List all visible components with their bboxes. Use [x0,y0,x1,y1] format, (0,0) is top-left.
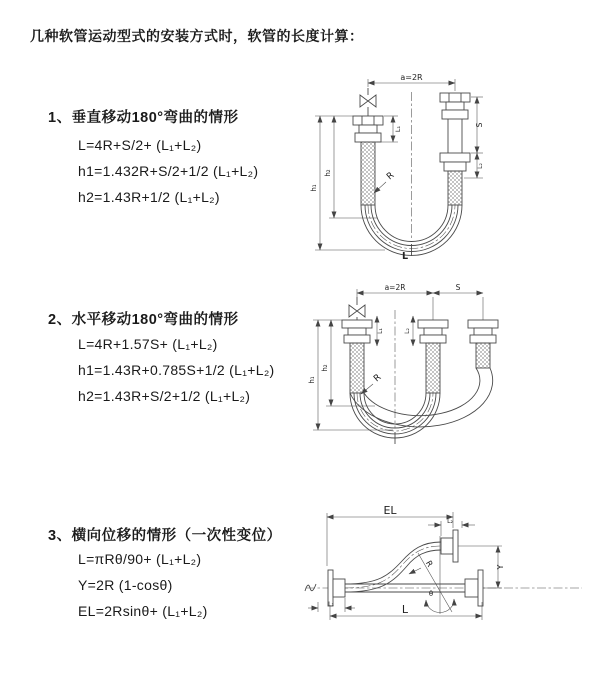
page-title: 几种软管运动型式的安装方式时，软管的长度计算： [30,28,364,44]
left-hose-end [342,297,372,393]
dimension-stroke [471,97,484,153]
section3-formula-L: L=πRθ/90+ (L₁+L₂) [78,551,202,567]
dim-label-span: a=2R [384,283,406,292]
dim-label-radius: R [423,559,435,569]
dim-label-stroke: S [475,122,484,128]
diagram-horizontal-180-bend [305,280,595,450]
braided-hose-section [448,171,462,205]
section3-heading: 3、横向位移的情形（一次性变位） [48,528,282,544]
section2-formula-h2: h2=1.43R+S/2+1/2 (L₁+L₂) [78,388,251,404]
section3-formula-Y: Y=2R (1-cosθ) [78,577,173,593]
dim-label-length: L [401,251,409,262]
section1-formula-h2: h2=1.43R+1/2 (L₁+L₂) [78,189,220,205]
radius-callout [374,171,396,193]
right-hose-end [468,297,498,368]
dimension-length [330,602,482,620]
section1-formula-L: L=4R+S/2+ (L₁+L₂) [78,137,202,153]
break-mark [305,584,316,591]
dimension-extended-length [327,504,453,566]
dim-label-height2: h₂ [324,169,332,177]
section1-heading: 1、垂直移动180°弯曲的情形 [48,110,239,126]
section2-formula-L: L=4R+1.57S+ (L₁+L₂) [78,336,218,352]
dim-label-end2: L₂ [477,163,484,169]
left-hose-end [353,88,383,205]
diagram-lateral-displacement [300,498,600,648]
dim-label-offset: Y [496,564,505,570]
flange-fitting-lower [440,153,470,171]
dimension-end1 [308,598,355,612]
section2-formula-h1: h1=1.43R+0.785S+1/2 (L₁+L₂) [78,362,275,378]
dim-label-end2: L₂ [404,328,411,334]
diagram-vertical-180-bend [305,70,590,260]
dimension-end2 [404,316,413,346]
middle-hose-end [418,297,448,393]
braided-hose-section [361,142,375,205]
valve-icon [349,297,365,320]
dim-label-height2: h₂ [321,364,329,372]
flange-fitting [353,116,383,142]
dimension-end1 [377,316,384,346]
dim-label-height1: h₁ [310,184,318,192]
dim-label-end1: L₁ [328,601,334,608]
center-axis [305,584,582,591]
flange-fitting-upper [440,93,470,119]
dim-label-end1: L₁ [377,328,384,334]
dim-label-end2: L₂ [447,518,453,525]
dimension-end2 [428,518,475,536]
dimension-span [368,73,455,91]
section2-heading: 2、水平移动180°弯曲的情形 [48,312,239,328]
dim-label-height1: h₁ [308,376,316,384]
valve-icon [360,88,376,116]
hose-displaced-position [345,530,458,592]
dim-label-extended: EL [383,504,397,517]
dim-label-radius: R [372,372,384,385]
dim-label-length: L [401,603,409,616]
section3-formula-EL: EL=2Rsinθ+ (L₁+L₂) [78,603,208,619]
dim-label-radius: R [385,170,397,183]
dimension-span [357,283,433,297]
dim-label-angle: θ [428,590,434,598]
dimension-stroke [433,283,483,293]
right-hose-end [440,93,470,205]
dim-label-stroke: S [455,283,461,292]
dim-label-span: a=2R [400,73,423,82]
section1-formula-h1: h1=1.432R+S/2+1/2 (L₁+L₂) [78,163,259,179]
dim-label-end1: L₁ [394,125,402,133]
